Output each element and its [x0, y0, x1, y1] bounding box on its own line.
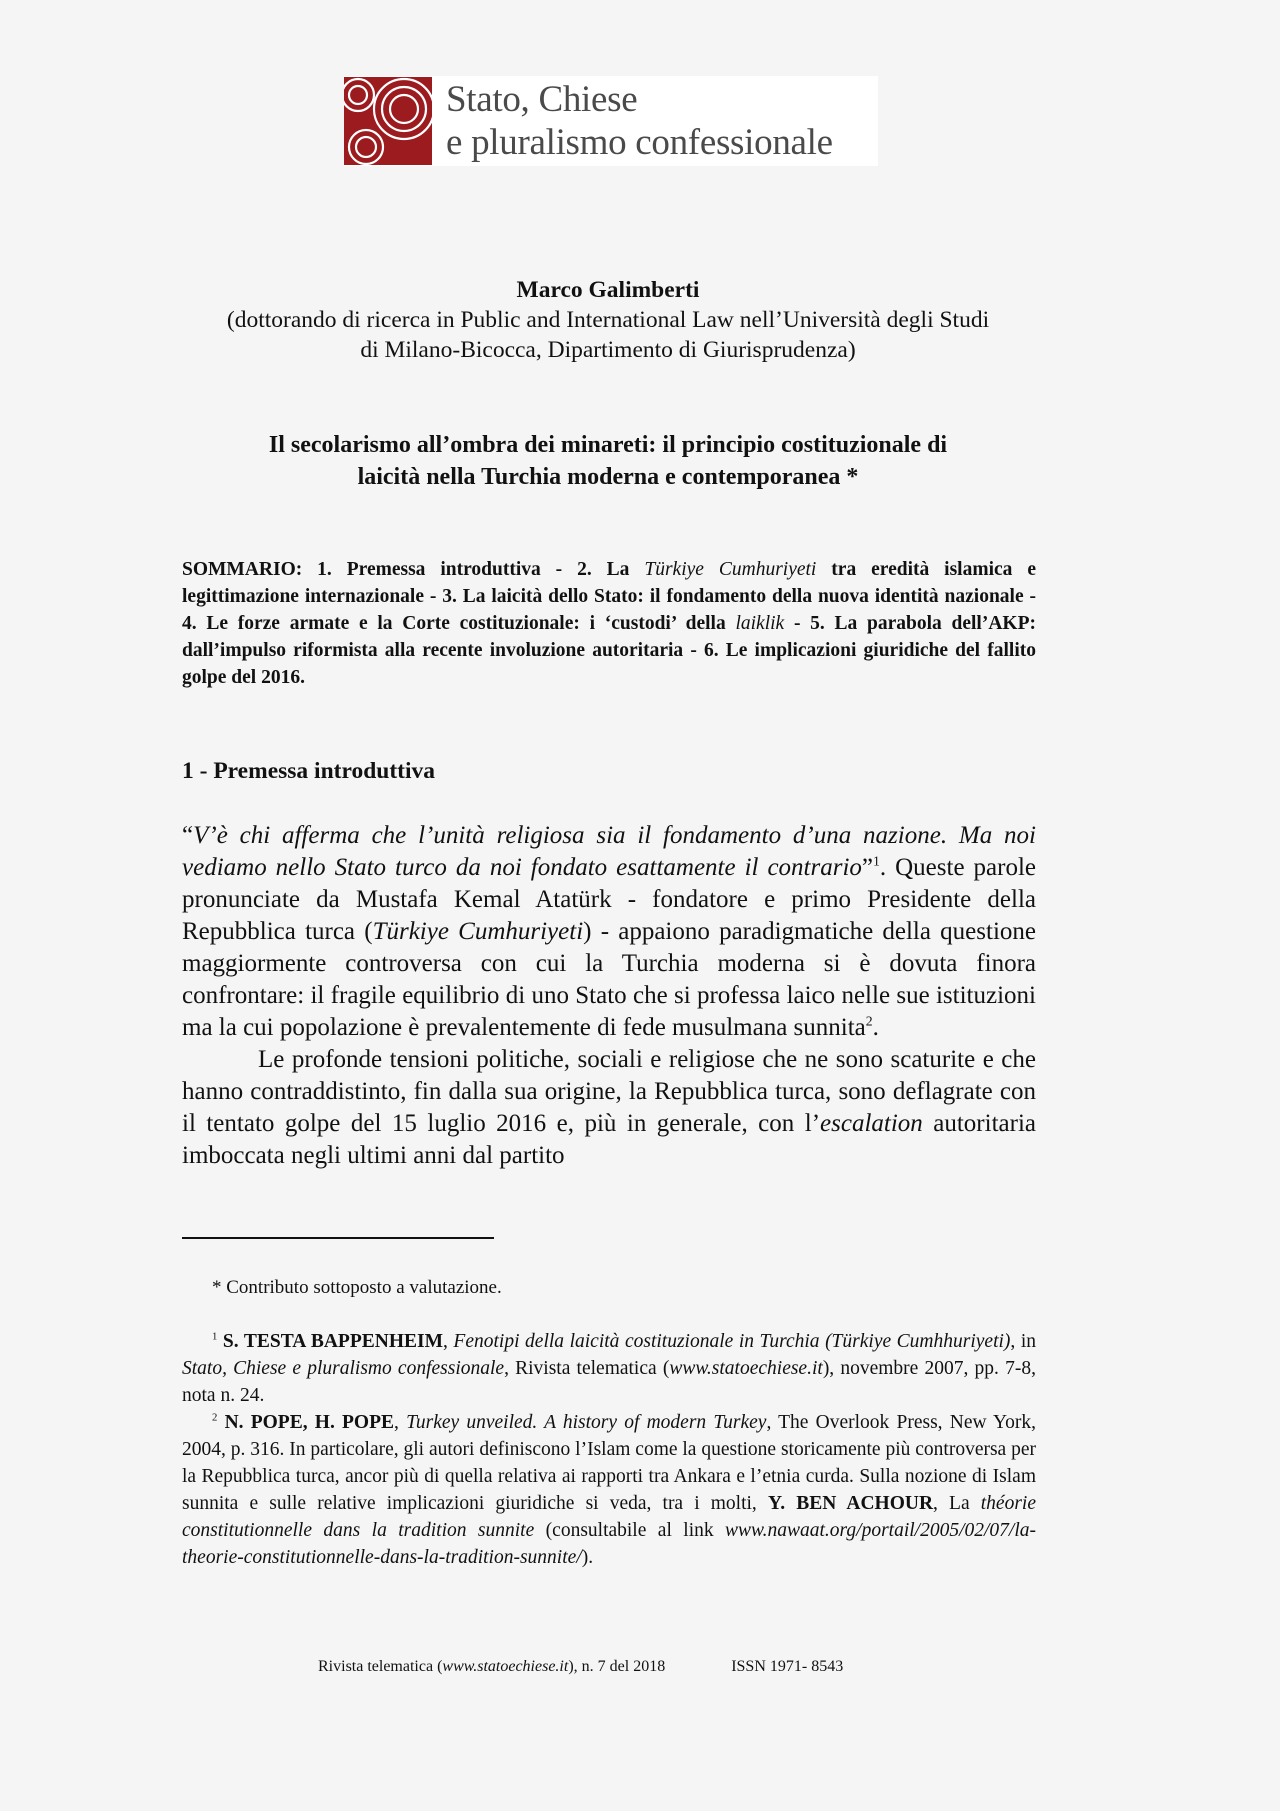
paragraph-1-italic: Türkiye Cumhuriyeti [372, 918, 584, 945]
footnote-ref-2[interactable]: 2 [865, 1013, 873, 1029]
footnote-divider [182, 1237, 494, 1239]
logo-line-2: e pluralismo confessionale [446, 122, 833, 163]
footnote-2-author-2: Y. BEN ACHOUR [767, 1493, 934, 1514]
footnote-1-italic-2: Stato, Chiese e pluralismo confessionale [182, 1358, 505, 1379]
footer-text-2: ), n. 7 del 2018 [568, 1658, 666, 1675]
paragraph-2-text-1: Le profonde tensioni politiche, sociali e religiose che ne sono scaturite e che hanno contraddistinto, fin dalla sua origine, la Repubblica turca, sono deflagrate con il tentato golpe del 15 luglio 2016 e, più in generale, con l’ [182, 1046, 1036, 1137]
footnotes [182, 1328, 1036, 1571]
footnote-1-author: S. TESTA BAPPENHEIM [222, 1331, 443, 1352]
quote-open: “ [182, 822, 194, 849]
footnote-2-text-1: , [394, 1412, 407, 1433]
section-heading: 1 - Premessa introduttiva [182, 758, 436, 784]
footnote-1-number: 1 [212, 1330, 218, 1343]
paragraph-2 [182, 1044, 1036, 1172]
footnote-ref-1[interactable]: 1 [873, 853, 880, 869]
paragraph-1 [182, 820, 1036, 1044]
footer-issn: ISSN 1971- 8543 [731, 1658, 844, 1675]
title-line-1: Il secolarismo all’ombra dei minareti: il principio costituzionale di [268, 432, 948, 458]
footnote-1-link[interactable]: www.statoechiese.it [669, 1358, 823, 1379]
summary-text-3: - 5. La parabola dell’AKP: dall’impulso riformista alla recente involuzione autoritaria - 6. Le implicazioni giuridiche del fallito golpe del 2016. [182, 613, 1037, 688]
body-text [182, 820, 1036, 1172]
author-affiliation-line-2: di Milano-Bicocca, Dipartimento di Giurisprudenza) [360, 337, 856, 363]
paragraph-1-text-2: ) - appaiono paradigmatiche della questione maggiormente controversa con cui la Turchia moderna si è dovuta finora confrontare: il fragile equilibrio di uno Stato che si professa laico nelle sue istituzioni ma la cui popolazione è prevalentemente di fede musulmana sunnita [182, 918, 1036, 1041]
quote-close: ” [861, 854, 874, 881]
article-title [182, 429, 1034, 493]
page-footer [318, 1657, 843, 1677]
quote-text: V’è chi afferma che l’unità religiosa sia il fondamento d’una nazione. Ma noi vediamo nello Stato turco da noi fondato esattamente il contrario [182, 822, 1036, 881]
footnote-2-author: N. POPE, H. POPE [224, 1412, 395, 1433]
journal-logo [344, 76, 878, 166]
footnote-2 [182, 1409, 1036, 1571]
summary-italic-2: laiklik [735, 613, 785, 634]
footnote-2-text-2: , The Overlook Press, New York, 2004, p. 316. In particolare, gli autori definiscono l’Islam come la questione storicamente più controversa per la Repubblica turca, ancor più di quella relativa ai rapporti tra Ankara e l’etnia curda. Sulla nozione di Islam sunnita e sulle relative implicazioni giuridiche si veda, tra i molti, [182, 1412, 1037, 1514]
footer-link[interactable]: www.statoechiese.it [442, 1658, 569, 1675]
summary-italic-1: Türkiye Cumhuriyeti [644, 559, 817, 580]
summary-text-2: tra eredità islamica e legittimazione internazionale - 3. La laicità dello Stato: il fondamento della nuova identità nazionale - 4. Le forze armate e la Corte costituzionale: i ‘custodi’ della [182, 559, 1036, 634]
footnote-2-text-5: ). [581, 1547, 594, 1568]
paragraph-1-text-1: . Queste parole pronunciate da Mustafa Kemal Atatürk - fondatore e primo Presidente della Repubblica turca ( [182, 854, 1037, 945]
logo-text [446, 78, 833, 164]
footnote-1-italic-1: Fenotipi della laicità costituzionale in Turchia (Türkiye Cumhhuriyeti) [453, 1331, 1011, 1352]
summary [182, 556, 1036, 691]
footer-text-1: Rivista telematica ( [318, 1658, 443, 1675]
footnote-1 [182, 1328, 1036, 1409]
footnote-2-text-4: (consultabile al link [534, 1520, 726, 1541]
footnote-1-text-1: , [442, 1331, 454, 1352]
footnote-1-text-2: , in [1010, 1331, 1037, 1352]
paragraph-1-text-3: . [872, 1014, 879, 1041]
footnote-star: * Contributo sottoposto a valutazione. [212, 1277, 502, 1298]
title-line-2: laicità nella Turchia moderna e contemporanea * [357, 464, 859, 490]
footnote-2-italic-1: Turkey unveiled. A history of modern Turkey [406, 1412, 767, 1433]
paragraph-2-italic: escalation [820, 1110, 923, 1137]
footnote-2-text-3: , La [933, 1493, 981, 1514]
paragraph-2-text-2: autoritaria imboccata negli ultimi anni dal partito [182, 1110, 1036, 1169]
author-affiliation-line-1: (dottorando di ricerca in Public and International Law nell’Università degli Studi [226, 307, 990, 333]
footnote-1-text-3: , Rivista telematica ( [504, 1358, 670, 1379]
logo-circles-icon [344, 77, 432, 165]
author-name: Marco Galimberti [516, 277, 700, 303]
footnote-1-text-4: ), novembre 2007, pp. 7-8, nota n. 24. [182, 1358, 1036, 1406]
summary-text-1: SOMMARIO: 1. Premessa introduttiva - 2. La [182, 559, 645, 580]
footnote-2-italic-2: théorie constitutionnelle dans la tradition sunnite [182, 1493, 1036, 1541]
footnote-2-link[interactable]: www.nawaat.org/portail/2005/02/07/la-theorie-constitutionnelle-dans-la-tradition-sunnite/ [182, 1520, 1036, 1568]
author-block [182, 275, 1034, 365]
footnote-2-number: 2 [212, 1411, 218, 1424]
logo-line-1: Stato, Chiese [446, 79, 638, 120]
